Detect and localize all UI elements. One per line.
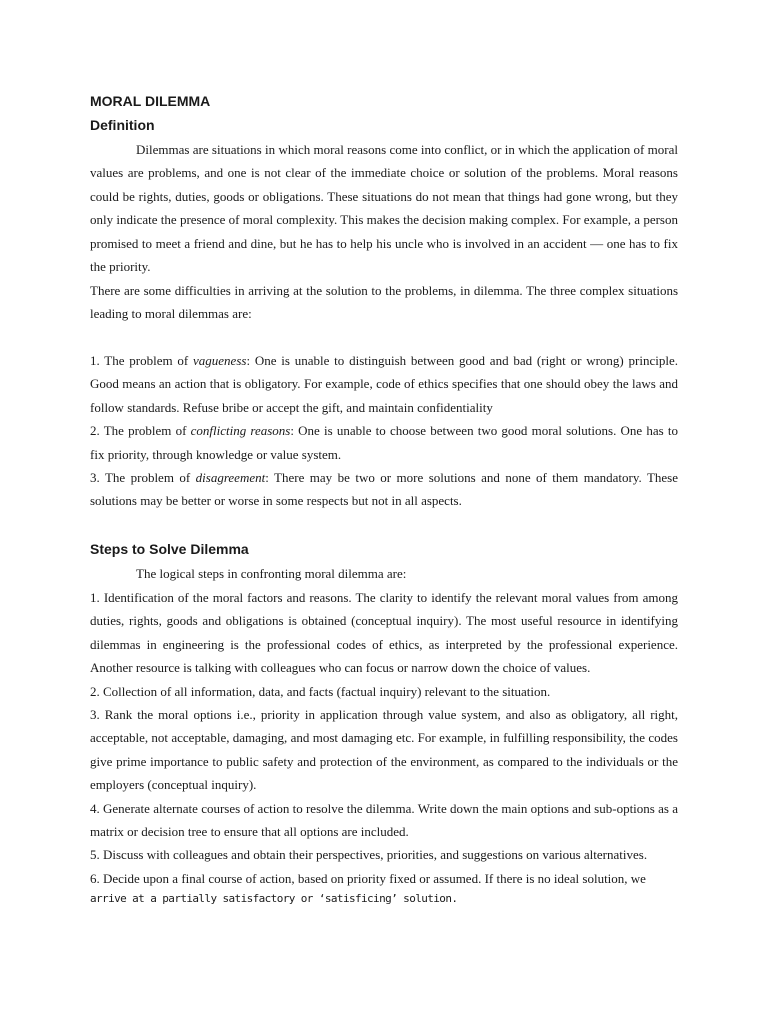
- step-item: 6. Decide upon a final course of action, based on priority fixed or assumed. If there is no ideal solution, we: [90, 870, 646, 886]
- problem-prefix: 1. The problem of: [90, 353, 194, 368]
- problems-list: [90, 349, 678, 513]
- definition-heading: Definition: [90, 117, 155, 133]
- steps-intro: The logical steps in confronting moral dilemma are:: [136, 566, 407, 581]
- problem-prefix: 3. The problem of: [90, 470, 196, 486]
- problem-term: conflicting reasons: [190, 423, 291, 439]
- step-six-continuation: arrive at a partially satisfactory or ‘satisficing’ solution.: [90, 892, 458, 905]
- step-item: 4. Generate alternate courses of action to resolve the dilemma. Write down the main options and sub-options as a matrix or decision tree to ensure that all options are included.: [90, 800, 678, 840]
- problem-item-conflicting-reasons: [90, 419, 678, 466]
- problem-text: : One is unable to distinguish between good and bad (right or wrong) principle. Good means an action that is obligatory. For example, code of ethics specifies that one should obey the laws and follow standards. Refuse bribe or accept the gift, and maintain confidentiality: [90, 353, 678, 415]
- steps-heading: Steps to Solve Dilemma: [90, 541, 249, 557]
- problem-prefix: 2. The problem of: [90, 423, 191, 439]
- step-item: 1. Identification of the moral factors and reasons. The clarity to identify the relevant moral values from among duties, rights, goods and obligations is obtained (conceptual inquiry). The most useful resource in identifying dilemmas in engineering is the professional codes of ethics, as interpreted by the professional experience. Another resource is talking with colleagues who can focus or narrow down the choice of values.: [90, 590, 678, 676]
- step-item: 2. Collection of all information, data, and facts (factual inquiry) relevant to the situation.: [90, 683, 551, 699]
- problem-text: : There may be two or more solutions and none of them mandatory. These solutions may be better or worse in some respects but not in all aspects.: [90, 470, 678, 509]
- problem-text: : One is unable to choose between two good moral solutions. One has to fix priority, through knowledge or value system.: [90, 423, 678, 462]
- problem-item-disagreement: [90, 466, 678, 513]
- problem-item-vagueness: [90, 349, 678, 419]
- problem-term: disagreement: [195, 470, 266, 486]
- difficulties-paragraph: There are some difficulties in arriving at the solution to the problems, in dilemma. The three complex situations leading to moral dilemmas are:: [90, 283, 678, 322]
- step-item: 3. Rank the moral options i.e., priority in application through value system, and also as obligatory, all right, acceptable, not acceptable, damaging, and most damaging etc. For example, in fulfilling responsibility, the codes give prime importance to public safety and protection of the environment, as compared to the individuals or the employers (conceptual inquiry).: [90, 707, 678, 793]
- step-item: 5. Discuss with colleagues and obtain their perspectives, priorities, and suggestions on various alternatives.: [90, 847, 648, 863]
- problem-term: vagueness: [193, 353, 247, 368]
- page-title: MORAL DILEMMA: [90, 93, 211, 109]
- steps-list: [90, 586, 678, 890]
- definition-paragraph: Dilemmas are situations in which moral reasons come into conflict, or in which the application of moral values are problems, and one is not clear of the immediate choice or solution of the problems. Moral reasons could be rights, duties, goods or obligations. These situations do not mean that things had gone wrong, but they only indicate the presence of moral complexity. This makes the decision making complex. For example, a person promised to meet a friend and dine, but he has to help his uncle who is involved in an accident — one has to fix the priority.: [90, 142, 678, 275]
